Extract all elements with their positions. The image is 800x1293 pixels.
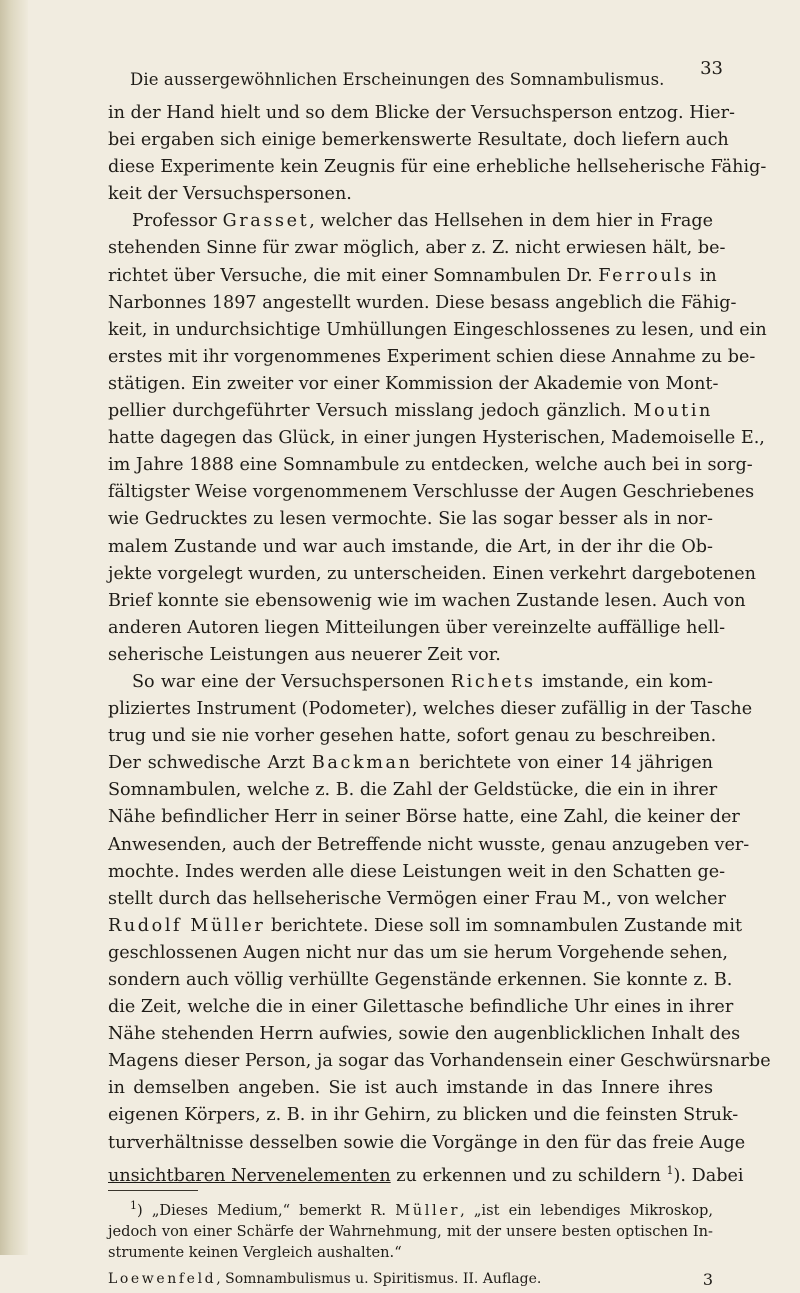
text-line: Der schwedische Arzt Backman berichtete von einer 14 jährigen [108,753,713,774]
text-line: stätigen. Ein zweiter vor einer Kommission der Akademie von Mont- [108,373,719,394]
text-line: die Zeit, welche die in einer Gilettasche befindliche Uhr eines in ihrer [108,997,734,1018]
text-line: hatte dagegen das Glück, in einer jungen Hysterischen, Mademoiselle E., [108,428,765,449]
text-line: Narbonnes 1897 angestellt wurden. Diese besass angeblich die Fähig- [108,292,737,313]
text-line: trug und sie nie vorher gesehen hatte, sofort genau zu beschreiben. [108,726,717,747]
text-line: Anwesenden, auch der Betreffende nicht wusste, genau anzugeben ver- [108,834,750,855]
paragraph [108,100,767,208]
text-line: in demselben angeben. Sie ist auch imstande in das Innere ihres [108,1078,713,1099]
text-line: fältigster Weise vorgenommenem Verschlusse der Augen Geschriebenes [108,482,755,503]
text-line: erstes mit ihr vorgenommenes Experiment schien diese Annahme zu be- [108,346,756,367]
text-line: Nähe stehenden Herrn aufwies, sowie den augenblicklichen Inhalt des [108,1024,741,1045]
spaced-name: Rudolf Müller [108,915,266,936]
text-line: Magens dieser Person, ja sogar das Vorhandensein einer Geschwürsnarbe [108,1051,771,1072]
running-head [108,58,723,98]
text-line: wie Gedrucktes zu lesen vermochte. Sie las sogar besser als in nor- [108,509,713,530]
text-line: bei ergaben sich einige bemerkenswerte Resultate, doch liefern auch [108,130,729,151]
text-line: unsichtbaren Nervenelementen zu erkennen und zu schildern $^1$). Dabei [108,1163,744,1186]
text-line: Brief konnte sie ebensowenig wie im wachen Zustande lesen. Auch von [108,590,746,611]
spaced-name: Moutin [633,401,713,422]
text-line: Professor Grasset, welcher das Hellsehen in dem hier in Frage [132,211,713,232]
text-line: Rudolf Müller berichtete. Diese soll im somnambulen Zustande mit [108,915,743,936]
text-line: mochte. Indes werden alle diese Leistungen weit in den Schatten ge- [108,861,726,882]
text-line: geschlossenen Augen nicht nur das um sie herum Vorgehende sehen, [108,942,728,963]
spaced-name: Backman [311,753,413,774]
text-line: in der Hand hielt und so dem Blicke der Versuchsperson entzog. Hier- [108,103,735,123]
body-text [108,100,771,1186]
footnote-line: $^1$) „Dieses Medium,“ bemerkt R. Müller, „ist ein lebendiges Mikroskop, [130,1198,713,1219]
text-line: stehenden Sinne für zwar möglich, aber z. Z. nicht erwiesen hält, be- [108,238,726,259]
text-line: diese Experimente kein Zeugnis für eine erhebliche hellseherische Fähig- [108,157,767,178]
footnote-marker: 1 [130,1198,137,1212]
text-line: jekte vorgelegt wurden, zu unterscheiden. Einen verkehrt dargebotenen [108,563,756,584]
footnote [108,1195,713,1263]
text-line: keit der Versuchspersonen. [108,184,352,205]
spaced-name: Richets [450,671,536,692]
text-line: seherische Leistungen aus neuerer Zeit vor. [108,644,501,665]
spaced-name: Ferrouls [598,265,695,286]
text-line: eigenen Körpers, z. B. in ihr Gehirn, zu blicken und die feinsten Struk- [108,1105,739,1126]
footnote-line: jedoch von einer Schärfe der Wahrnehmung, mit der unsere besten optischen In- [108,1222,713,1240]
text-line: richtet über Versuche, die mit einer Somnambulen Dr. Ferrouls in [108,265,717,286]
page-edge-shadow [0,0,28,1255]
text-line: turverhältnisse desselben sowie die Vorgänge in den für das freie Auge [108,1132,746,1153]
underlined-text: unsichtbaren Nervenelementen [108,1165,391,1186]
spaced-name: Grasset [222,211,310,232]
paragraph [108,208,767,669]
footnote-rule [108,1190,198,1191]
book-page [108,58,771,1293]
text-line: im Jahre 1888 eine Somnambule zu entdecken, welche auch bei in sorg- [108,455,753,476]
text-line: pliziertes Instrument (Podometer), welches dieser zufällig in der Tasche [108,699,753,720]
page-number: 33 [700,58,723,79]
spaced-name: Müller [395,1201,461,1219]
text-line: stellt durch das hellseherische Vermögen einer Frau M., von welcher [108,888,726,909]
signature-author: Loewenfeld [108,1270,217,1287]
text-line: pellier durchgeführter Versuch misslang jedoch gänzlich. Moutin [108,401,713,422]
footnote-marker: 1 [666,1163,674,1177]
running-head-title: Die aussergewöhnlichen Erscheinungen des Somnambulismus. [130,70,665,89]
text-line: malem Zustande und war auch imstande, die Art, in der ihr die Ob- [108,536,713,557]
footnote-line: strumente keinen Vergleich aushalten.“ [108,1243,402,1261]
text-line: So war eine der Versuchspersonen Richets imstande, ein kom- [132,671,714,692]
text-line: keit, in undurchsichtige Umhüllungen Eingeschlossenes zu lesen, und ein [108,319,767,340]
signature-number: 3 [702,1269,713,1289]
text-line: sondern auch völlig verhüllte Gegenstände erkennen. Sie konnte z. B. [108,970,733,990]
text-line: anderen Autoren liegen Mitteilungen über vereinzelte auffällige hell- [108,617,726,638]
printer-signature [108,1271,541,1287]
paragraph [108,669,771,1186]
signature-line [108,1271,713,1293]
text-line: Somnambulen, welche z. B. die Zahl der Geldstücke, die ein in ihrer [108,780,718,801]
text-line: Nähe befindlicher Herr in seiner Börse hatte, eine Zahl, die keiner der [108,807,740,828]
signature-title: , Somnambulismus u. Spiritismus. II. Auflage. [216,1270,542,1287]
